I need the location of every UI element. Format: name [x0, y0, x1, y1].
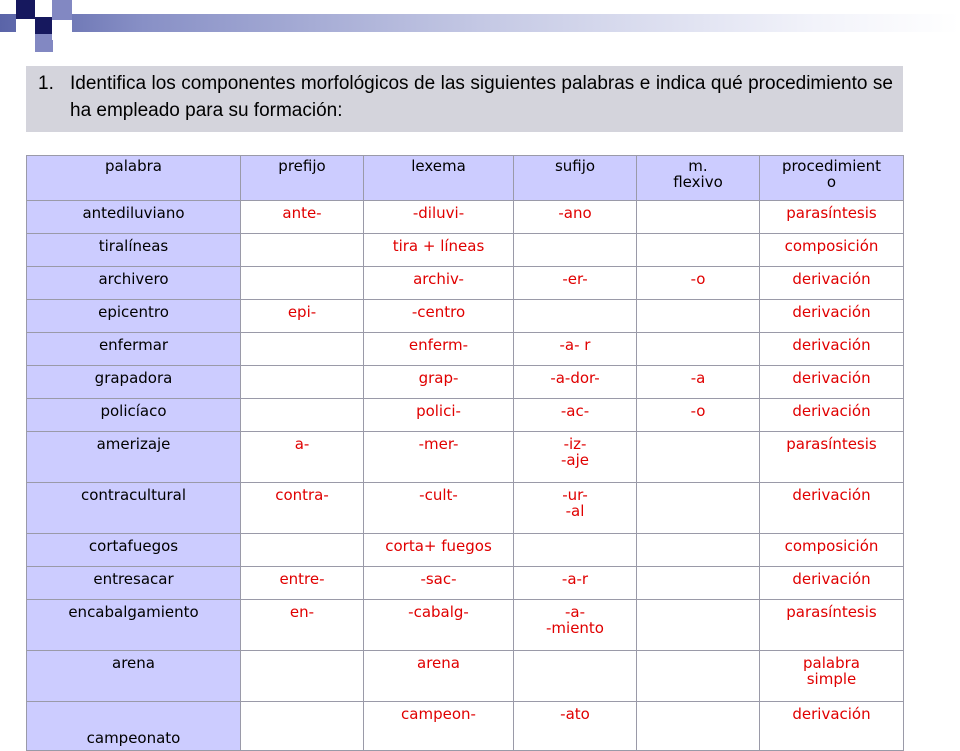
cell-m-flexivo [637, 333, 760, 366]
sufijo-part: -er- [562, 270, 588, 288]
header-m-flexivo [637, 156, 760, 201]
sufijo-part: -aje [560, 451, 589, 469]
cell-m-flexivo [637, 702, 760, 751]
cell-lexema: arena [364, 651, 514, 702]
table-header-row [27, 156, 904, 201]
sufijo-part: -ato [560, 705, 590, 723]
cell-procedimiento [760, 600, 904, 651]
cell-lexema: grap- [364, 366, 514, 399]
cell-procedimiento [760, 234, 904, 267]
cell-prefijo [241, 702, 364, 751]
header-procedimiento-line2: o [826, 173, 837, 191]
cell-prefijo [241, 234, 364, 267]
cell-lexema: -mer- [364, 432, 514, 483]
header-sufijo: sufijo [514, 156, 637, 201]
cell-prefijo: contra- [241, 483, 364, 534]
cell-m-flexivo [637, 600, 760, 651]
cell-sufijo [514, 567, 637, 600]
procedimiento-part: derivación [792, 705, 871, 723]
cell-prefijo: entre- [241, 567, 364, 600]
procedimiento-part: derivación [792, 570, 871, 588]
cell-m-flexivo: -o [637, 267, 760, 300]
cell-sufijo [514, 201, 637, 234]
header-m-flexivo-line1: m. [688, 157, 708, 175]
cell-procedimiento [760, 366, 904, 399]
header-procedimiento-line1: procedimient [781, 157, 882, 175]
cell-sufijo [514, 234, 637, 267]
decorative-square [52, 20, 72, 40]
table-row [27, 651, 904, 702]
cell-lexema: archiv- [364, 267, 514, 300]
cell-sufijo [514, 300, 637, 333]
procedimiento-part: derivación [792, 402, 871, 420]
decorative-square [52, 0, 72, 20]
cell-lexema: -cabalg- [364, 600, 514, 651]
cell-palabra: contracultural [27, 483, 241, 534]
procedimiento-part: composición [784, 237, 879, 255]
procedimiento-part: derivación [792, 270, 871, 288]
sufijo-part: -iz- [563, 435, 587, 453]
cell-procedimiento [760, 534, 904, 567]
cell-m-flexivo: -a [637, 366, 760, 399]
cell-prefijo [241, 651, 364, 702]
procedimiento-part: derivación [792, 486, 871, 504]
table-row [27, 534, 904, 567]
header-procedimiento [760, 156, 904, 201]
sufijo-part: -a-dor- [550, 369, 600, 387]
cell-sufijo [514, 366, 637, 399]
table-row [27, 201, 904, 234]
sufijo-part: -al [565, 502, 585, 520]
cell-prefijo: epi- [241, 300, 364, 333]
table-row [27, 432, 904, 483]
decorative-square [16, 19, 35, 38]
cell-lexema: -cult- [364, 483, 514, 534]
cell-palabra: grapadora [27, 366, 241, 399]
procedimiento-part: parasíntesis [786, 204, 877, 222]
decorative-square [16, 38, 35, 57]
title-decoration-bar [0, 14, 960, 32]
cell-sufijo [514, 651, 637, 702]
cell-prefijo [241, 366, 364, 399]
cell-prefijo [241, 267, 364, 300]
procedimiento-part: derivación [792, 336, 871, 354]
cell-m-flexivo [637, 234, 760, 267]
cell-sufijo [514, 702, 637, 751]
cell-prefijo [241, 399, 364, 432]
cell-procedimiento [760, 201, 904, 234]
cell-m-flexivo [637, 483, 760, 534]
cell-procedimiento [760, 483, 904, 534]
header-m-flexivo-line2: flexivo [673, 173, 723, 191]
sufijo-part: -a-r [561, 570, 589, 588]
cell-m-flexivo [637, 432, 760, 483]
cell-lexema: campeon- [364, 702, 514, 751]
cell-palabra: entresacar [27, 567, 241, 600]
cell-procedimiento [760, 399, 904, 432]
cell-m-flexivo [637, 651, 760, 702]
cell-procedimiento [760, 567, 904, 600]
cell-procedimiento [760, 333, 904, 366]
cell-m-flexivo [637, 567, 760, 600]
cell-lexema: -sac- [364, 567, 514, 600]
instruction-box [26, 66, 903, 132]
cell-procedimiento [760, 267, 904, 300]
cell-lexema: -centro [364, 300, 514, 333]
cell-sufijo [514, 534, 637, 567]
procedimiento-part: derivación [792, 303, 871, 321]
table-row [27, 483, 904, 534]
procedimiento-part: palabra [803, 654, 860, 672]
cell-prefijo: en- [241, 600, 364, 651]
header-palabra: palabra [27, 156, 241, 201]
cell-m-flexivo [637, 201, 760, 234]
cell-m-flexivo [637, 300, 760, 333]
cell-prefijo: ante- [241, 201, 364, 234]
cell-palabra: tiralíneas [27, 234, 241, 267]
sufijo-part: -ur- [562, 486, 588, 504]
cell-palabra: cortafuegos [27, 534, 241, 567]
decorative-square [35, 17, 52, 34]
cell-sufijo [514, 333, 637, 366]
table-row [27, 300, 904, 333]
cell-procedimiento [760, 651, 904, 702]
cell-palabra: epicentro [27, 300, 241, 333]
table-row [27, 399, 904, 432]
table-row [27, 333, 904, 366]
cell-sufijo [514, 600, 637, 651]
cell-palabra: amerizaje [27, 432, 241, 483]
cell-sufijo [514, 483, 637, 534]
cell-palabra: policíaco [27, 399, 241, 432]
procedimiento-part: parasíntesis [786, 603, 877, 621]
instruction-text: Identifica los componentes morfológicos de las siguientes palabras e indica qué procedimiento se ha empleado para su formación: [70, 73, 893, 121]
header-prefijo: prefijo [241, 156, 364, 201]
cell-sufijo [514, 399, 637, 432]
cell-lexema: -diluvi- [364, 201, 514, 234]
cell-lexema: tira + líneas [364, 234, 514, 267]
cell-palabra: archivero [27, 267, 241, 300]
cell-sufijo [514, 432, 637, 483]
decorative-square [16, 0, 35, 19]
cell-prefijo [241, 333, 364, 366]
table-row [27, 600, 904, 651]
sufijo-part: -a- [564, 603, 586, 621]
table-row [27, 366, 904, 399]
sufijo-part: -a- r [559, 336, 591, 354]
decorative-square [35, 34, 53, 52]
procedimiento-part: derivación [792, 369, 871, 387]
cell-procedimiento [760, 300, 904, 333]
cell-prefijo [241, 534, 364, 567]
cell-palabra: antediluviano [27, 201, 241, 234]
sufijo-part: -ano [558, 204, 592, 222]
cell-lexema: corta+ fuegos [364, 534, 514, 567]
cell-lexema: polici- [364, 399, 514, 432]
procedimiento-part: parasíntesis [786, 435, 877, 453]
cell-palabra: encabalgamiento [27, 600, 241, 651]
cell-prefijo: a- [241, 432, 364, 483]
cell-palabra: arena [27, 651, 241, 702]
cell-m-flexivo [637, 534, 760, 567]
cell-palabra: enfermar [27, 333, 241, 366]
table-row [27, 567, 904, 600]
table-row [27, 234, 904, 267]
table-row [27, 267, 904, 300]
decorative-square [35, 0, 52, 17]
procedimiento-part: composición [784, 537, 879, 555]
sufijo-part: -ac- [560, 402, 590, 420]
procedimiento-part: simple [806, 670, 857, 688]
sufijo-part: -miento [546, 619, 604, 637]
cell-lexema: enferm- [364, 333, 514, 366]
cell-procedimiento [760, 702, 904, 751]
instruction-number: 1. [38, 73, 54, 94]
cell-palabra: campeonato [27, 702, 241, 751]
cell-procedimiento [760, 432, 904, 483]
header-lexema: lexema [364, 156, 514, 201]
morphology-table [26, 155, 904, 751]
table-row [27, 702, 904, 751]
cell-m-flexivo: -o [637, 399, 760, 432]
cell-sufijo [514, 267, 637, 300]
